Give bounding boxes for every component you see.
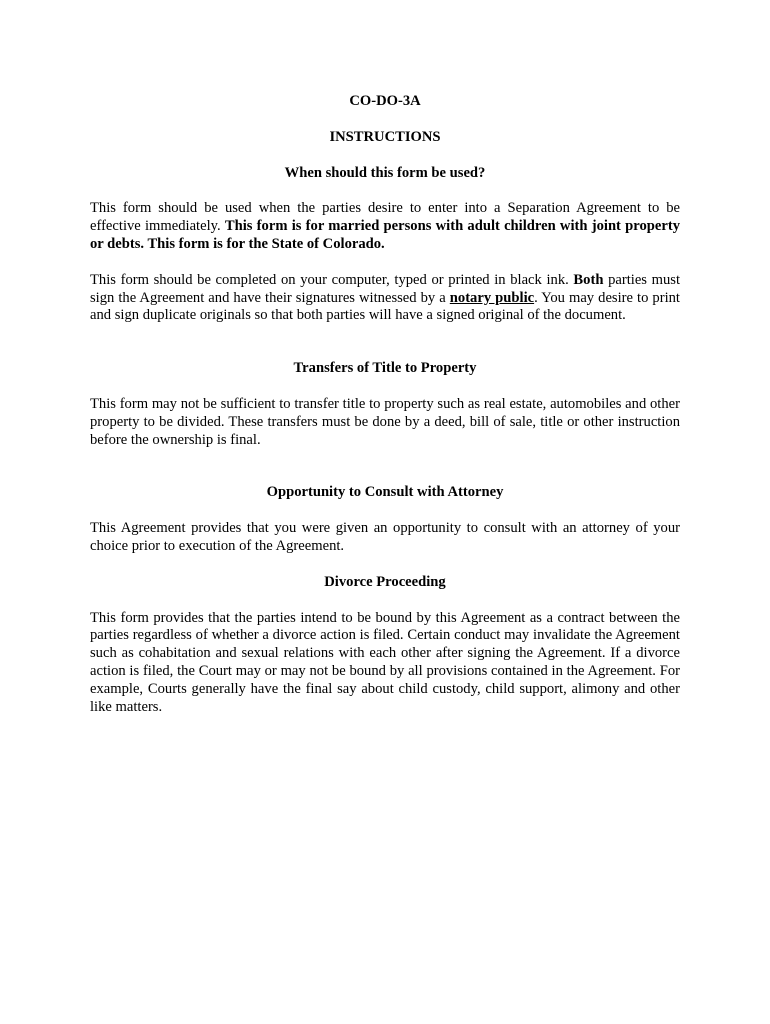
divorce-proceeding-heading: Divorce Proceeding <box>324 573 446 590</box>
completion-text-3: . You may desire to print and sign duplicate originals so that both parties will have a signed original of the document. <box>90 289 680 324</box>
when-to-use-paragraph <box>90 200 680 253</box>
when-to-use-heading: When should this form be used? <box>284 164 486 181</box>
notary-public-emphasis: notary public <box>449 289 535 306</box>
instructions-heading: INSTRUCTIONS <box>329 128 441 145</box>
document-page <box>90 93 680 716</box>
when-to-use-text: This form should be used when the parties desire to enter into a Separation Agreement to be effective immediately. <box>90 200 680 235</box>
consult-attorney-paragraph: This Agreement provides that you were given an opportunity to consult with an attorney of your choice prior to execution of the Agreement. <box>90 520 680 554</box>
completion-paragraph <box>90 272 680 325</box>
form-code: CO-DO-3A <box>349 93 421 109</box>
eligibility-note: This form is for married persons with adult children with joint property or debts. This form is for the State of Colorado. <box>90 218 680 252</box>
transfers-heading: Transfers of Title to Property <box>293 360 477 377</box>
consult-attorney-heading: Opportunity to Consult with Attorney <box>266 484 504 501</box>
both-emphasis: Both <box>573 271 604 288</box>
completion-text-1: This form should be completed on your computer, typed or printed in black ink. <box>90 271 574 288</box>
divorce-proceeding-paragraph: This form provides that the parties intend to be bound by this Agreement as a contract between the parties regardless of whether a divorce action is filed. Certain conduct may invalidate the Agreement such as cohabitation and sexual relations with each other after signing the Agreement. If a divorce action is filed, the Court may or may not be bound by all provisions contained in the Agreement. For example, Courts generally have the final say about child custody, child support, alimony and other like matters. <box>90 609 680 715</box>
transfers-paragraph: This form may not be sufficient to transfer title to property such as real estate, automobiles and other property to be divided. These transfers must be done by a deed, bill of sale, title or other instruction before the ownership is final. <box>90 395 680 448</box>
completion-text-2: parties must sign the Agreement and have their signatures witnessed by a <box>90 271 680 306</box>
